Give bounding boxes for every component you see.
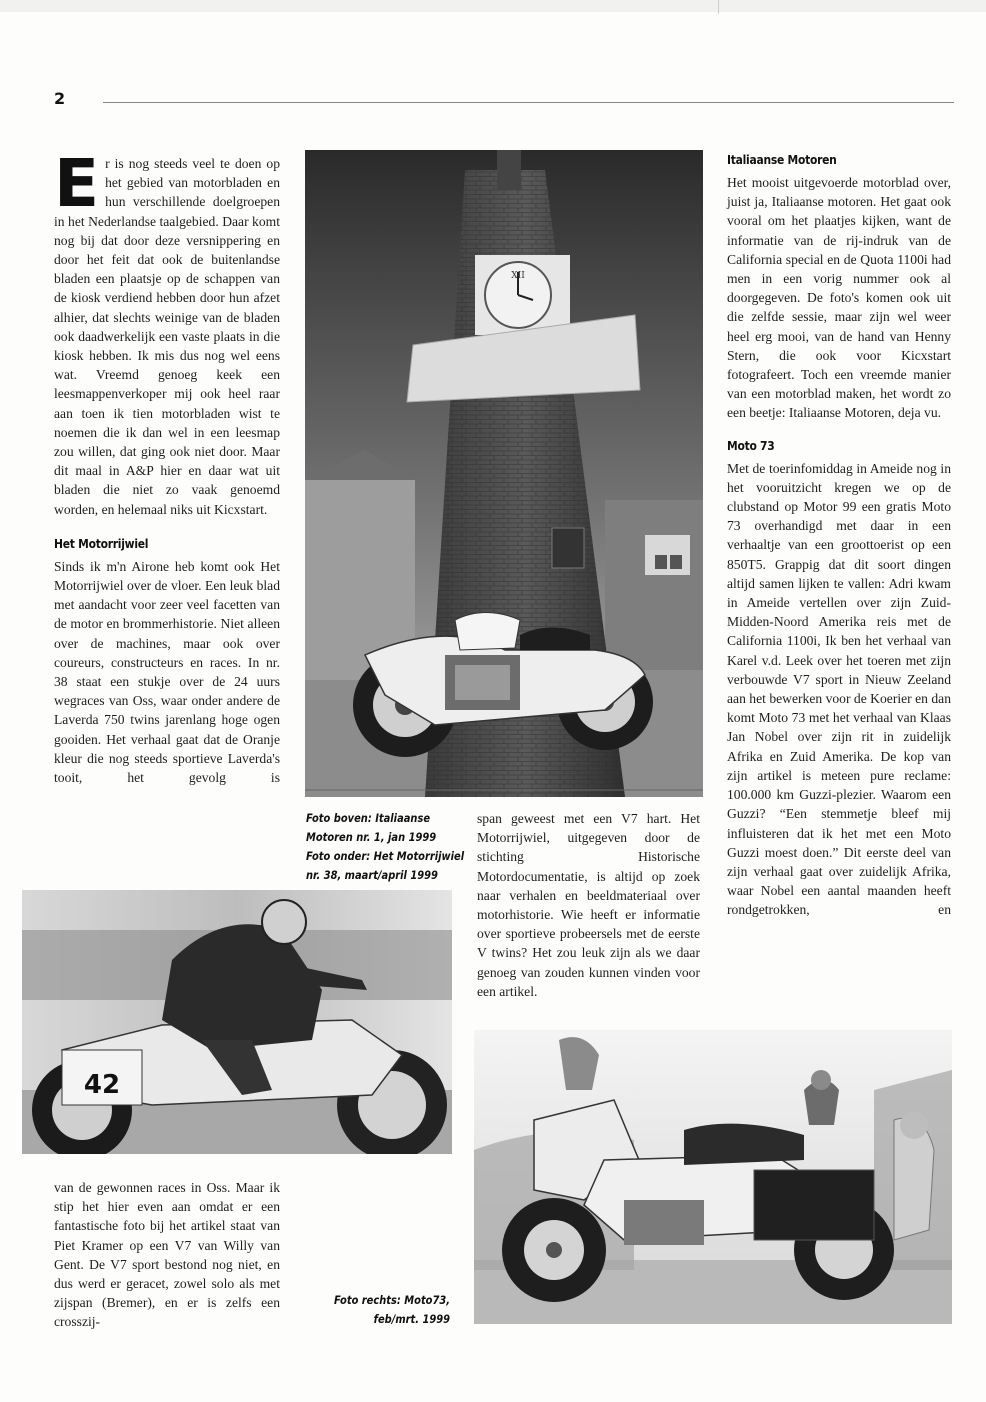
photo-tower-motorcycle	[305, 150, 703, 797]
intro-text: r is nog steeds veel te doen op het gebied van motorbladen en hun verschillende doelgroepen in het Nederlandse taalgebied. Daar komt nog bij dat door deze versnippering en door het feit dat ook de buitenlandse bladen een plaatsje op de schappen van de kiosk verdiend hebben door hun afzet alhier, dat slechts weinige van de bladen ook daadwerkelijk een vaste plaats in die kiosk hebben. Ik mis dus nog wel eens wat. Vreemd genoeg keek een leesmappenverkoper mij ook heel raar aan toen ik tien motorbladen wist te noemen die ik dan wel in een leesmap zou willen, dat ging ook niet door. Maar dit maal in A&P hier en daar wat uit bladen die niet zo vaak genoemd worden, en helemaal niks uit Kicxstart.	[54, 156, 280, 517]
photo-racer-42	[22, 890, 452, 1154]
scan-fold-mark	[718, 0, 719, 14]
heading-moto-73: Moto 73	[727, 437, 775, 453]
header-rule	[103, 102, 954, 103]
caption-line: Foto onder: Het Motorrijwiel	[306, 849, 465, 863]
motorrijwiel-paragraph: Sinds ik m'n Airone heb komt ook Het Motorrijwiel over de vloer. Een leuk blad met aandacht voor zeer veel facetten van de motor en brommerhistorie. Niet alleen over de machines, maar ook over coureurs, constructeurs en races. In nr. 38 staat een stukje over de 24 uurs wegraces van Oss, waar onder andere de Laverda 750 twins jarenlang hoge ogen gooiden. Het verhaal gaat dat de Oranje kleur die nog steeds sportieve Laverda's tooit, het gevolg is	[54, 558, 280, 786]
caption-line: Motoren nr. 1, jan 1999	[306, 830, 437, 844]
italiaanse-motoren-paragraph: Het mooist uitgevoerde motorblad over, juist ja, Italiaanse motoren. Het gaat ook vooral om het plaatjes kijken, want de informatie van de rij-indruk van de California special en de Quota 1100i had men in een vorig nummer ook al doorgegeven. De foto's komen ook uit die zelfde sessie, maar zijn wel weer heel erg mooi, van de hand van Henny Stern, die ook voor Kicxstart fotografeert. Toch een vreemde manier van een motorblad maken, het wordt zo een beetje: Italiaanse Motoren, deja vu.	[727, 175, 951, 421]
photo-touring-bike	[474, 1030, 952, 1324]
column-middle	[477, 809, 700, 1001]
heading-het-motorrijwiel: Het Motorrijwiel	[54, 535, 149, 551]
column-right	[727, 151, 951, 920]
continuation-paragraph: van de gewonnen races in Oss. Maar ik stip het hier even aan omdat er een fantastische foto bij het artikel staat van Piet Kramer op een V7 van Willy van Gent. De V7 sport bestond nog niet, en dus werd er geracet, zowel solo als met zijspan (Bremer), en er is zelfs een crosszij-	[54, 1180, 280, 1330]
intro-paragraph	[54, 145, 280, 519]
racer-number: 42	[83, 1070, 121, 1100]
caption-line: Foto boven: Italiaanse	[306, 811, 431, 825]
middle-paragraph: span geweest met een V7 hart. Het Motorrijwiel, uitgegeven door de stichting Historische Motordocumentatie, is altijd op zoek naar verhalen en beeldmateriaal over motorhistorie. Wie heeft er informatie over sportieve probeersels met de eerste V twins? Het zou leuk zijn als we daar genoeg van zouden kunnen vinden voor een artikel.	[477, 811, 700, 999]
page-number: 2	[54, 89, 66, 108]
column-left-continuation	[54, 1178, 280, 1332]
heading-italiaanse-motoren: Italiaanse Motoren	[727, 152, 837, 167]
scan-top-edge	[0, 0, 986, 12]
caption-right-photo	[300, 1291, 450, 1329]
caption-line: Foto rechts: Moto73,	[334, 1293, 450, 1307]
moto-73-paragraph: Met de toerinfomiddag in Ameide nog in het vooruitzicht kregen we op de clubstand op Motor 99 een gratis Moto 73 overhandigd met daar in een verhaaltje van een groottoerist op een 850T5. Grappig dat dit soort dingen altijd samen lijken te vallen: Adri kwam in Ameide vertellen over zijn Zuid-Midden-Noord Amerika reis met de California 1100i, Ik ben het verhaal van Karel v.d. Leek over het toeren met zijn verbouwde V7 sport in Nieuw Zeeland aan het bewerken voor de Koerier en dan komt Moto 73 met het verhaal van Klaas Jan Nobel over zijn rit in zuidelijk Afrika en Zuid Amerika. De kop van zijn artikel is meteen pure reclame: 100.000 km Guzzi-plezier. Waarom een Guzzi? “Een stemmetje bleef mij influisteren dat ik het met een Moto Guzzi moest doen.” Dit eerste deel van zijn verhaal gaat over zuidelijk Afrika, waar Nobel een aantal maanden heeft rondgetrokken, en	[727, 460, 951, 918]
caption-line: feb/mrt. 1999	[373, 1312, 450, 1326]
tower-clock-numerals: XII	[511, 271, 525, 281]
dropcap: E	[54, 145, 100, 222]
caption-top-photos	[306, 809, 471, 885]
column-left	[54, 145, 280, 787]
caption-line: nr. 38, maart/april 1999	[306, 868, 438, 882]
